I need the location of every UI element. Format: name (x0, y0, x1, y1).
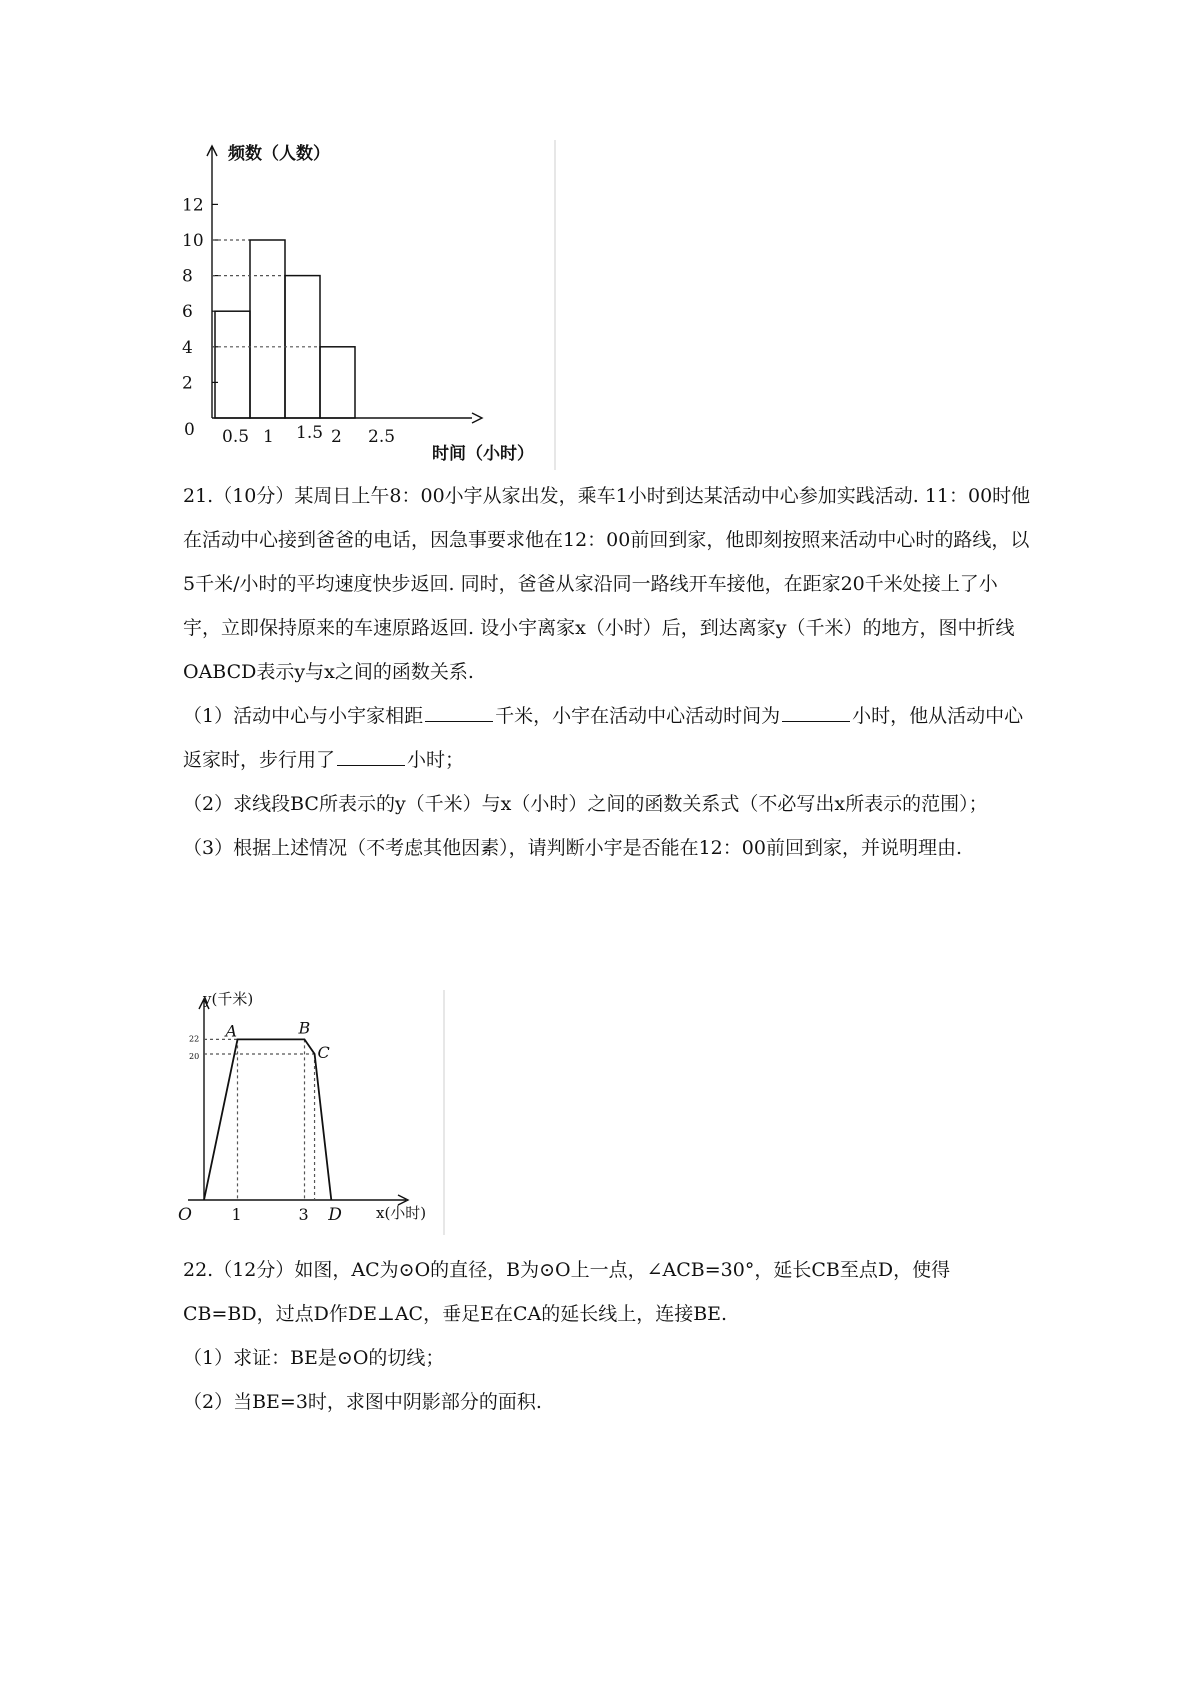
graph-x-tick-label: 1 (231, 1205, 242, 1224)
answer-blank-activity-time[interactable] (782, 699, 850, 722)
graph-polyline-OABCD (204, 1039, 331, 1200)
histogram-y-tick-label: 12 (182, 195, 204, 216)
question-22 (183, 1248, 1033, 1424)
answer-blank-walk-time[interactable] (337, 743, 405, 766)
histogram-figure (180, 140, 560, 470)
q22-part1: （1）求证：BE是⊙O的切线； (183, 1347, 445, 1369)
q21-part1-b: 千米，小宇在活动中心活动时间为 (495, 705, 781, 727)
q22-part2: （2）当BE=3时，求图中阴影部分的面积. (183, 1391, 542, 1413)
q21-part3: （3）根据上述情况（不考虑其他因素），请判断小宇是否能在12：00前回到家，并说明理由. (183, 837, 962, 859)
q21-part1-c: 小时，他从活动中心返家时，步行用了 (183, 705, 1024, 771)
q21-part1-a: （1）活动中心与小宇家相距 (183, 705, 424, 727)
graph-point-label-C: C (317, 1043, 330, 1062)
histogram-bar (215, 311, 250, 418)
question-21 (183, 474, 1033, 870)
graph-x-label: x(小时) (376, 1204, 427, 1222)
histogram-y-tick-label: 6 (182, 302, 193, 323)
graph-y-tick-label: 22 (189, 1034, 200, 1044)
histogram-y-tick-label: 2 (182, 373, 193, 394)
graph-point-label-A: A (225, 1021, 238, 1041)
q21-part1 (183, 694, 1033, 782)
graph-y-label: y(千米) (203, 990, 254, 1008)
histogram-y-label: 频数（人数） (228, 144, 330, 164)
graph-point-label-O: O (178, 1205, 192, 1225)
histogram-y-tick-label: 8 (182, 266, 193, 287)
graph-point-label-D: D (328, 1205, 342, 1225)
histogram-x-arrow (472, 413, 482, 423)
histogram-y-tick-label: 0 (184, 420, 195, 440)
histogram-x-tick-label: 1 (263, 427, 274, 447)
q21-part1-d: 小时； (407, 749, 465, 771)
histogram-bar (250, 240, 285, 418)
graph-y-tick-label: 20 (189, 1052, 200, 1061)
q21-intro: 21.（10分）某周日上午8：00小宇从家出发，乘车1小时到达某活动中心参加实践活动. 11：00时他在活动中心接到爸爸的电话，因急事要求他在12：00前回到家，他即刻按照来活动中心时的路线，以5千米/小时的平均速度快步返回. 同时，爸爸从家沿同一路线开车接他，在距家20千米处接上了小宇，立即保持原来的车速原路返回. 设小宇离家x（小时）后，到达离家y（千米）的地方，图中折线OABCD表示y与x之间的函数关系. (183, 485, 1031, 683)
histogram-y-tick-label: 10 (182, 231, 204, 251)
histogram-x-tick-label: 2.5 (368, 427, 396, 447)
histogram-x-tick-label: 1.5 (296, 423, 324, 443)
q22-intro: 22.（12分）如图，AC为⊙O的直径，B为⊙O上一点，∠ACB=30°，延长CB至点D，使得CB=BD，过点D作DE⊥AC，垂足E在CA的延长线上，连接BE. (183, 1259, 951, 1325)
histogram-bar (320, 347, 355, 418)
distance-time-svg (180, 990, 450, 1235)
distance-time-figure (180, 990, 450, 1235)
histogram-x-tick-label: 0.5 (222, 427, 250, 447)
graph-x-tick-label: 3 (298, 1205, 309, 1224)
answer-blank-distance[interactable] (425, 699, 493, 722)
graph-point-label-B: B (298, 1018, 311, 1038)
q21-part2: （2）求线段BC所表示的y（千米）与x（小时）之间的函数关系式（不必写出x所表示的范围）； (183, 793, 988, 815)
histogram-x-label: 时间（小时） (432, 444, 534, 464)
histogram-y-tick-label: 4 (182, 337, 193, 358)
histogram-svg (180, 140, 560, 470)
histogram-x-tick-label: 2 (331, 427, 342, 447)
